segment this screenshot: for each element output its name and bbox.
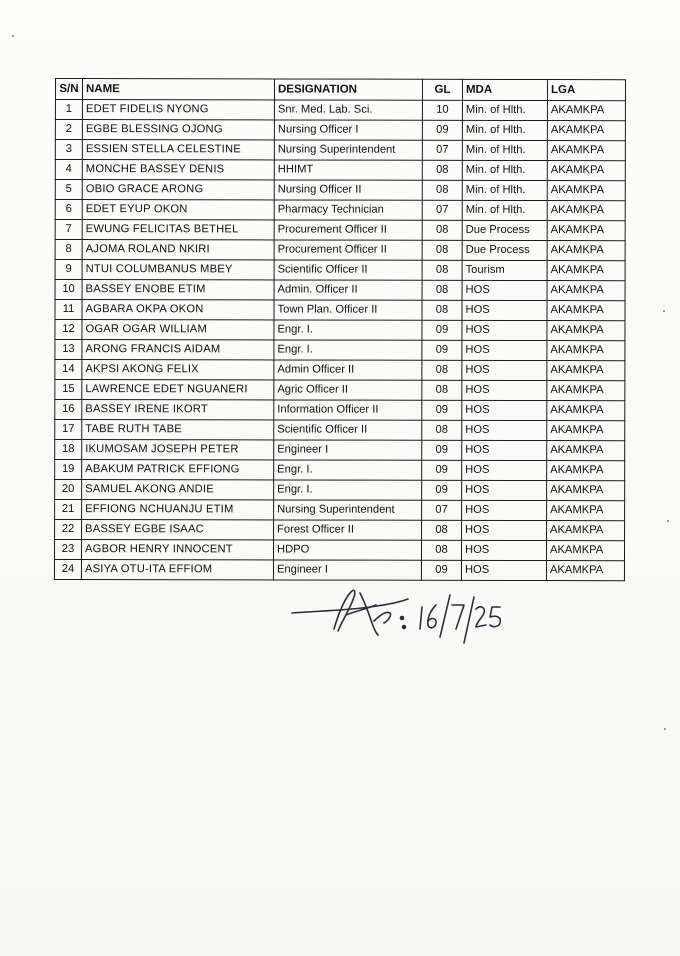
cell-mda: HOS [461, 540, 546, 560]
cell-lga: AKAMKPA [547, 341, 625, 361]
cell-designation: Pharmacy Technician [274, 200, 422, 220]
table-row [54, 540, 624, 561]
cell-sn: 1 [55, 100, 82, 120]
cell-gl: 07 [422, 140, 462, 160]
table-row [55, 220, 625, 241]
cell-lga: AKAMKPA [547, 221, 625, 241]
cell-mda: HOS [462, 360, 547, 380]
cell-gl: 08 [421, 540, 461, 560]
cell-name: BASSEY EGBE ISAAC [82, 520, 274, 540]
cell-gl: 10 [422, 100, 462, 120]
header-sn: S/N [55, 79, 82, 100]
cell-designation: Scientific Officer II [274, 420, 422, 440]
table-row [55, 420, 625, 441]
table-row [55, 320, 625, 341]
cell-lga: AKAMKPA [547, 521, 625, 541]
handwritten-signature [290, 585, 510, 655]
cell-name: OBIO GRACE ARONG [82, 180, 274, 200]
cell-designation: HDPO [273, 540, 421, 560]
cell-name: EFFIONG NCHUANJU ETIM [82, 500, 274, 520]
cell-mda: Min. of Hlth. [462, 120, 547, 140]
scan-speck [667, 520, 669, 522]
cell-designation: Information Officer II [274, 400, 422, 420]
cell-name: ESSIEN STELLA CELESTINE [82, 140, 274, 160]
cell-lga: AKAMKPA [547, 121, 625, 141]
table-row [55, 280, 625, 301]
cell-designation: Nursing Officer II [274, 180, 422, 200]
cell-sn: 22 [55, 520, 82, 540]
cell-gl: 09 [422, 340, 462, 360]
table-row [55, 360, 625, 381]
cell-mda: HOS [462, 320, 547, 340]
cell-name: EDET FIDELIS NYONG [82, 100, 274, 120]
header-designation: DESIGNATION [274, 79, 422, 100]
cell-sn: 9 [55, 260, 82, 280]
cell-name: AKPSI AKONG FELIX [82, 360, 274, 380]
cell-sn: 5 [55, 180, 82, 200]
cell-mda: HOS [462, 480, 547, 500]
table-row [55, 160, 625, 181]
table-header-row [55, 79, 625, 101]
cell-name: LAWRENCE EDET NGUANERI [82, 380, 274, 400]
cell-designation: Forest Officer II [274, 520, 422, 540]
cell-designation: Engr. I. [274, 480, 422, 500]
cell-name: SAMUEL AKONG ANDIE [82, 480, 274, 500]
table-row [55, 480, 625, 501]
cell-sn: 23 [54, 540, 81, 560]
cell-name: AGBARA OKPA OKON [82, 300, 274, 320]
cell-designation: Engineer I [273, 560, 421, 580]
cell-lga: AKAMKPA [547, 461, 625, 481]
cell-gl: 08 [422, 380, 462, 400]
table-row [55, 380, 625, 401]
cell-gl: 09 [422, 400, 462, 420]
table-row [55, 200, 625, 221]
cell-designation: Nursing Superintendent [274, 140, 422, 160]
cell-mda: Min. of Hlth. [462, 100, 547, 120]
cell-gl: 07 [422, 200, 462, 220]
table-row [55, 120, 625, 141]
cell-gl: 09 [422, 320, 462, 340]
cell-sn: 24 [54, 560, 81, 580]
cell-sn: 4 [55, 160, 82, 180]
cell-gl: 08 [422, 180, 462, 200]
cell-designation: Procurement Officer II [274, 220, 422, 240]
table-body [54, 100, 625, 581]
cell-sn: 11 [55, 300, 82, 320]
cell-lga: AKAMKPA [547, 401, 625, 421]
table-row [55, 520, 625, 541]
cell-sn: 21 [55, 500, 82, 520]
cell-designation: HHIMT [274, 160, 422, 180]
cell-lga: AKAMKPA [547, 261, 625, 281]
cell-mda: HOS [462, 460, 547, 480]
cell-lga: AKAMKPA [547, 421, 625, 441]
cell-designation: Nursing Superintendent [274, 500, 422, 520]
cell-lga: AKAMKPA [547, 281, 625, 301]
cell-gl: 09 [421, 560, 461, 580]
cell-gl: 08 [422, 420, 462, 440]
staff-list-table [54, 78, 626, 581]
table-row [55, 500, 625, 521]
cell-mda: Min. of Hlth. [462, 140, 547, 160]
cell-mda: HOS [462, 420, 547, 440]
cell-gl: 09 [422, 480, 462, 500]
cell-designation: Scientific Officer II [274, 260, 422, 280]
cell-sn: 16 [55, 400, 82, 420]
cell-designation: Admin. Officer II [274, 280, 422, 300]
header-gl: GL [422, 79, 462, 100]
cell-lga: AKAMKPA [547, 161, 625, 181]
cell-mda: HOS [462, 440, 547, 460]
cell-lga: AKAMKPA [546, 541, 624, 561]
cell-name: EGBE BLESSING OJONG [82, 120, 274, 140]
cell-designation: Admin Officer II [274, 360, 422, 380]
cell-name: BASSEY ENOBE ETIM [82, 280, 274, 300]
table-row [55, 440, 625, 461]
cell-designation: Engr. I. [274, 460, 422, 480]
cell-mda: Min. of Hlth. [462, 200, 547, 220]
cell-lga: AKAMKPA [546, 561, 624, 581]
cell-lga: AKAMKPA [547, 241, 625, 261]
header-name: NAME [82, 79, 274, 100]
cell-name: IKUMOSAM JOSEPH PETER [82, 440, 274, 460]
cell-sn: 12 [55, 320, 82, 340]
cell-designation: Town Plan. Officer II [274, 300, 422, 320]
table-row [55, 400, 625, 421]
cell-mda: HOS [462, 400, 547, 420]
cell-gl: 09 [422, 120, 462, 140]
cell-mda: HOS [462, 520, 547, 540]
cell-mda: HOS [462, 500, 547, 520]
cell-gl: 09 [422, 440, 462, 460]
cell-lga: AKAMKPA [547, 201, 625, 221]
cell-name: TABE RUTH TABE [82, 420, 274, 440]
cell-lga: AKAMKPA [547, 481, 625, 501]
cell-mda: HOS [461, 560, 546, 580]
cell-sn: 2 [55, 120, 82, 140]
cell-lga: AKAMKPA [547, 361, 625, 381]
cell-gl: 08 [422, 280, 462, 300]
cell-mda: HOS [462, 300, 547, 320]
cell-name: ABAKUM PATRICK EFFIONG [82, 460, 274, 480]
cell-sn: 6 [55, 200, 82, 220]
cell-name: AGBOR HENRY INNOCENT [81, 540, 273, 560]
table-row [55, 300, 625, 321]
cell-gl: 08 [422, 220, 462, 240]
cell-gl: 07 [422, 500, 462, 520]
cell-name: OGAR OGAR WILLIAM [82, 320, 274, 340]
table-row [55, 140, 625, 161]
cell-sn: 19 [55, 460, 82, 480]
scan-speck [12, 35, 14, 37]
cell-designation: Engineer I [274, 440, 422, 460]
cell-gl: 08 [422, 360, 462, 380]
cell-sn: 17 [55, 420, 82, 440]
cell-designation: Nursing Officer I [274, 120, 422, 140]
cell-mda: Min. of Hlth. [462, 180, 547, 200]
scan-speck [664, 728, 666, 730]
header-mda: MDA [462, 79, 547, 100]
cell-mda: Due Process [462, 220, 547, 240]
cell-sn: 8 [55, 240, 82, 260]
cell-sn: 18 [55, 440, 82, 460]
scan-speck [663, 310, 665, 312]
table-row [55, 460, 625, 481]
cell-sn: 20 [55, 480, 82, 500]
cell-lga: AKAMKPA [547, 501, 625, 521]
cell-name: BASSEY IRENE IKORT [82, 400, 274, 420]
header-lga: LGA [547, 80, 625, 101]
cell-gl: 08 [422, 300, 462, 320]
cell-sn: 15 [55, 380, 82, 400]
cell-designation: Procurement Officer II [274, 240, 422, 260]
cell-sn: 10 [55, 280, 82, 300]
cell-lga: AKAMKPA [547, 181, 625, 201]
table-row [55, 260, 625, 281]
cell-gl: 08 [422, 520, 462, 540]
table-row [54, 560, 624, 581]
cell-lga: AKAMKPA [547, 141, 625, 161]
cell-mda: HOS [462, 280, 547, 300]
cell-gl: 08 [422, 160, 462, 180]
table-row [55, 100, 625, 121]
cell-mda: HOS [462, 340, 547, 360]
cell-designation: Agric Officer II [274, 380, 422, 400]
cell-designation: Engr. I. [274, 340, 422, 360]
cell-sn: 7 [55, 220, 82, 240]
cell-lga: AKAMKPA [547, 381, 625, 401]
cell-designation: Snr. Med. Lab. Sci. [274, 100, 422, 120]
cell-gl: 08 [422, 240, 462, 260]
cell-name: NTUI COLUMBANUS MBEY [82, 260, 274, 280]
table-row [55, 340, 625, 361]
cell-sn: 14 [55, 360, 82, 380]
cell-name: ARONG FRANCIS AIDAM [82, 340, 274, 360]
cell-lga: AKAMKPA [547, 441, 625, 461]
cell-sn: 3 [55, 140, 82, 160]
cell-name: ASIYA OTU-ITA EFFIOM [81, 560, 273, 580]
cell-name: EWUNG FELICITAS BETHEL [82, 220, 274, 240]
cell-name: AJOMA ROLAND NKIRI [82, 240, 274, 260]
cell-mda: HOS [462, 380, 547, 400]
cell-name: EDET EYUP OKON [82, 200, 274, 220]
cell-gl: 08 [422, 260, 462, 280]
cell-lga: AKAMKPA [547, 321, 625, 341]
cell-mda: Min. of Hlth. [462, 160, 547, 180]
table-row [55, 180, 625, 201]
cell-gl: 09 [422, 460, 462, 480]
cell-mda: Tourism [462, 260, 547, 280]
cell-lga: AKAMKPA [547, 301, 625, 321]
cell-name: MONCHE BASSEY DENIS [82, 160, 274, 180]
table-row [55, 240, 625, 261]
cell-sn: 13 [55, 340, 82, 360]
cell-lga: AKAMKPA [547, 101, 625, 121]
cell-mda: Due Process [462, 240, 547, 260]
cell-designation: Engr. I. [274, 320, 422, 340]
